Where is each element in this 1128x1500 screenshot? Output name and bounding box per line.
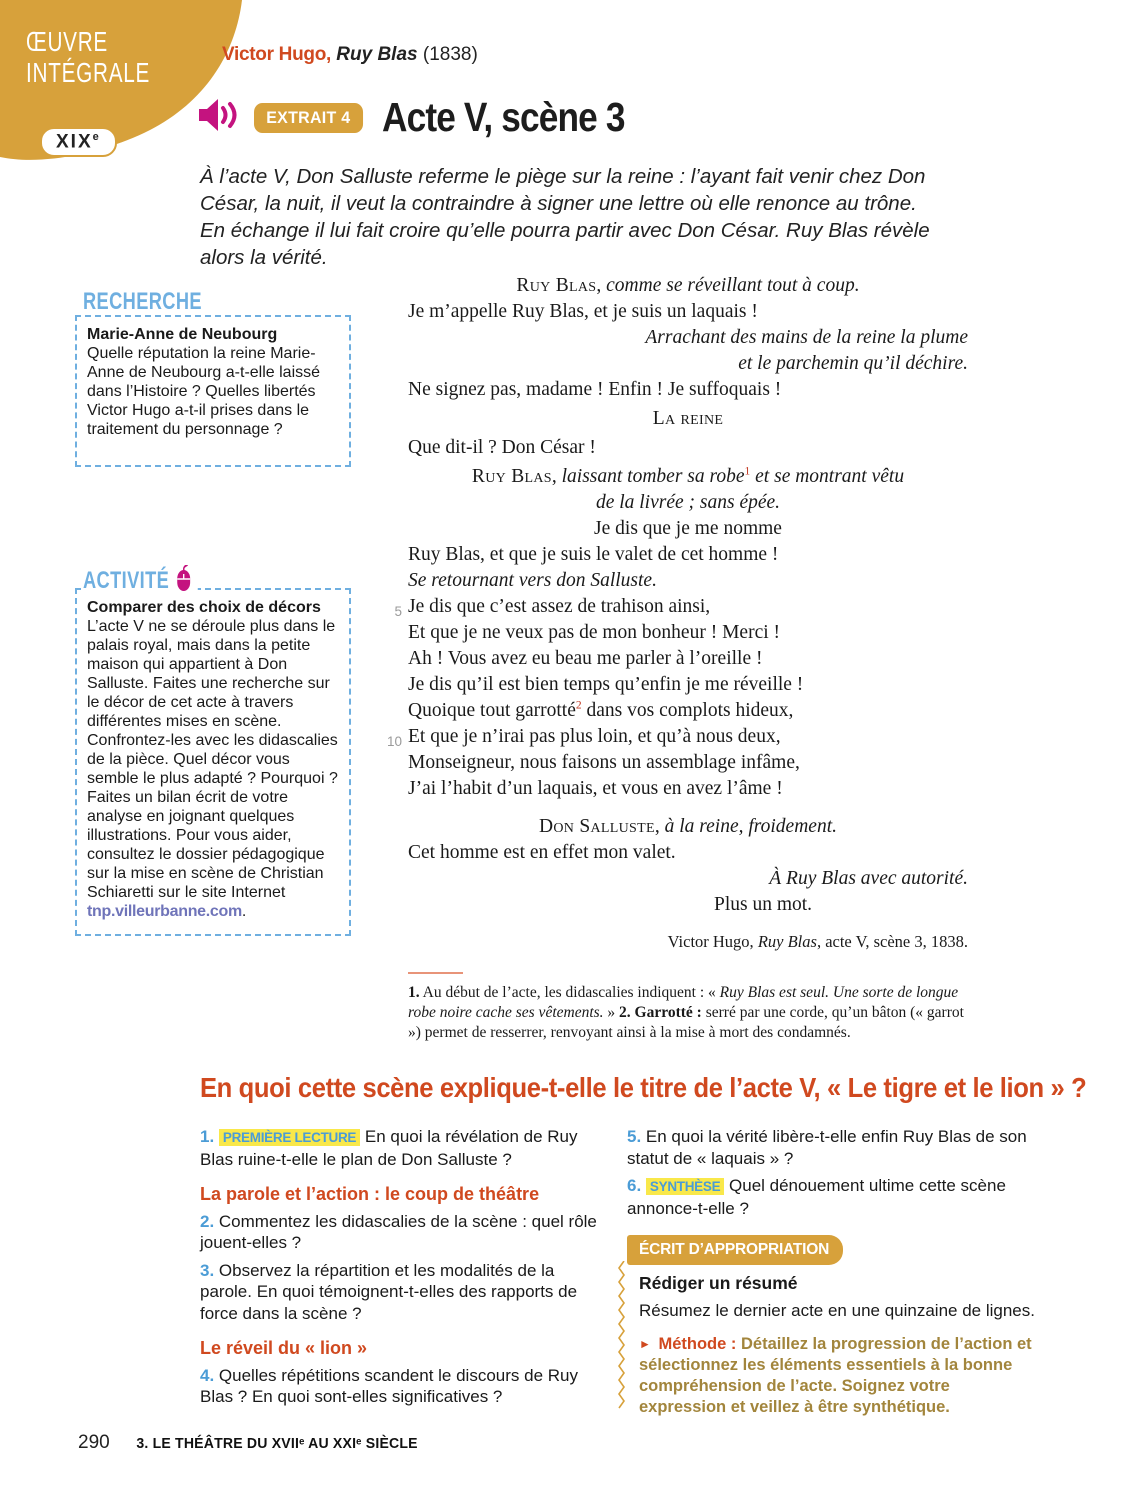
play-line: Et que je ne veux pas de mon bonheur ! Merci ! xyxy=(408,622,781,643)
questions-column-left xyxy=(200,1126,606,1414)
methode-body: Détaillez la progression de l’action et sélectionnez les éléments essentiels à la bonne compréhension de l’acte. Soignez votre expression et veillez à être synthétique. xyxy=(639,1334,1032,1416)
question-number: 6. xyxy=(627,1176,646,1195)
work-year: (1838) xyxy=(417,44,478,65)
question-number: 1. xyxy=(200,1127,219,1146)
play-line: Ne signez pas, madame ! Enfin ! Je suffoquais ! xyxy=(408,379,782,400)
recherche-body: Quelle réputation la reine Marie-Anne de Neubourg a-t-elle laissé dans l’Histoire ? Quelles libertés Victor Hugo a-t-il prises dans le traitement du personnage ? xyxy=(87,345,321,438)
play-line: 10 Et que je n’irai pas plus loin, et qu’à nous deux, xyxy=(408,724,968,750)
question-item: 2. Commentez les didascalies de la scène : quel rôle jouent-elles ? xyxy=(200,1211,597,1252)
collection-label-line2: INTÉGRALE xyxy=(26,57,151,88)
play-line: Que dit-il ? Don César ! xyxy=(408,437,596,458)
ecrit-instruction: Résumez le dernier acte en une quinzaine de lignes. xyxy=(639,1301,1035,1320)
collection-label-line1: ŒUVRE xyxy=(26,26,108,57)
question-tag: PREMIÈRE LECTURE xyxy=(219,1129,360,1146)
activite-label xyxy=(83,565,198,595)
audio-speaker-icon[interactable] xyxy=(198,97,242,138)
play-line: Ruy Blas, et que je suis le valet de cet homme ! xyxy=(408,544,779,565)
play-line: Monseigneur, nous faisons un assemblage infâme, xyxy=(408,752,800,773)
play-line: Je dis que je me nomme xyxy=(594,518,782,539)
question-item: 3. Observez la répartition et les modalités de la parole. En quoi témoignent-t-elles des rapports de force dans la scène ? xyxy=(200,1260,578,1323)
computer-mouse-icon xyxy=(175,565,193,595)
collection-label xyxy=(26,26,150,88)
question-item: 1. PREMIÈRE LECTURE En quoi la révélation de Ruy Blas ruine-t-elle le plan de Don Salluste ? xyxy=(200,1127,578,1169)
activite-box xyxy=(75,566,351,936)
footnote-rule xyxy=(408,972,463,974)
activite-label-text: ACTIVITÉ xyxy=(83,566,170,594)
question-item: 6. SYNTHÈSE Quel dénouement ultime cette scène annonce-t-elle ? xyxy=(627,1176,1006,1218)
play-line: La reine xyxy=(652,408,724,429)
recherche-label xyxy=(83,288,207,315)
play-line: Ah ! Vous avez eu beau me parler à l’oreille ! xyxy=(408,648,763,669)
activite-body: L’acte V ne se déroule plus dans le palais royal, mais dans la petite maison qui appartient à Don Salluste. Faites une recherche sur le décor de cet acte à travers différentes mises en scène. Confrontez-les avec les didascalies de la pièce. Quel décor vous semble le plus adapté ? Pourquoi ? Faites un bilan écrit de votre analyse en joignant quelques illustrations. Pour vous aider, consultez le dossier pédagogique sur la mise en scène de Christian Schiaretti sur le site Internet tnp.villeurbanne.com. xyxy=(87,618,338,920)
question-subhead: La parole et l’action : le coup de théâtre xyxy=(200,1184,540,1204)
play-line: Se retournant vers don Salluste. xyxy=(408,570,657,591)
question-number: 3. xyxy=(200,1260,219,1280)
extract-badge: EXTRAIT 4 xyxy=(254,103,363,133)
page-number: 290 xyxy=(78,1432,110,1453)
ecrit-appropriation-badge: ÉCRIT D’APPROPRIATION xyxy=(627,1235,843,1265)
play-line: J’ai l’habit d’un laquais, et vous en avez l’âme ! xyxy=(408,778,783,799)
question-item: 5. En quoi la vérité libère-t-elle enfin Ruy Blas de son statut de « laquais » ? xyxy=(627,1127,1027,1168)
work-title: Ruy Blas xyxy=(336,44,418,65)
play-line: et le parchemin qu’il déchire. xyxy=(738,353,968,374)
chapter-title: 3. LE THÉÂTRE DU XVIIᵉ AU XXIᵉ SIÈCLE xyxy=(136,1436,418,1452)
activite-subtitle: Comparer des choix de décors xyxy=(87,599,321,616)
play-line: Cet homme est en effet mon valet. xyxy=(408,842,676,863)
play-line: Don Salluste, à la reine, froidement. xyxy=(539,816,837,837)
corner-blob xyxy=(0,0,260,175)
recherche-box xyxy=(75,288,351,467)
play-excerpt xyxy=(386,273,968,1043)
author-line xyxy=(222,44,478,66)
play-line: Quoique tout garrotté$^2$ dans vos complots hideux, xyxy=(408,699,794,721)
play-line: Ruy Blas, laissant tomber sa robe$^1$ et se montrant vêtu xyxy=(471,465,905,487)
methode-label: Méthode : xyxy=(658,1334,737,1353)
scene-title: Acte V, scène 3 xyxy=(381,94,625,140)
zigzag-border xyxy=(617,1261,627,1417)
footnote-text: 1. Au début de l’acte, les didascalies indiquent : « Ruy Blas est seul. Une sorte de longue robe noire cache ses vêtements. » 2. Garrotté : serré par une corde, qu’un bâton (« garrot ») permet de resserrer, renvoyant ainsi à la mise à mort des condamnés. xyxy=(408,984,964,1041)
source-citation: Victor Hugo, Ruy Blas, acte V, scène 3, 1838. xyxy=(667,932,968,951)
question-tag: SYNTHÈSE xyxy=(646,1178,724,1195)
verse-line-number: 5 xyxy=(394,604,402,619)
ecrit-appropriation-block xyxy=(627,1235,1039,1418)
extract-title-row xyxy=(198,94,664,141)
question-subhead: Le réveil du « lion » xyxy=(200,1338,368,1358)
play-line: Je m’appelle Ruy Blas, et je suis un laquais ! xyxy=(408,301,758,322)
question-number: 5. xyxy=(627,1127,646,1146)
play-lines xyxy=(386,273,968,918)
play-line: Arrachant des mains de la reine la plume xyxy=(645,327,968,348)
questions-right-items xyxy=(627,1126,1039,1219)
play-line: de la livrée ; sans épée. xyxy=(595,492,781,513)
play-line: Ruy Blas, comme se réveillant tout à coup. xyxy=(516,275,860,296)
question-item: 4. Quelles répétitions scandent le discours de Ruy Blas ? En quoi sont-elles significatives ? xyxy=(200,1365,578,1406)
ecrit-title: Rédiger un résumé xyxy=(639,1272,798,1293)
century-badge: XIXe xyxy=(40,127,117,157)
question-number: 4. xyxy=(200,1365,219,1385)
play-line: Plus un mot. xyxy=(713,894,813,915)
recherche-label-text: RECHERCHE xyxy=(83,288,202,315)
arrow-icon: ► xyxy=(639,1336,651,1351)
recherche-subtitle: Marie-Anne de Neubourg xyxy=(87,326,278,343)
questions-column-right xyxy=(627,1126,1039,1418)
author-name: Victor Hugo, xyxy=(222,44,331,65)
play-line: 5 Je dis que c’est assez de trahison ainsi, xyxy=(408,594,968,620)
ecrit-body xyxy=(627,1273,1039,1418)
page-footer xyxy=(78,1432,422,1454)
verse-line-number: 10 xyxy=(386,734,402,749)
tnp-villeurbanne-link[interactable]: tnp.villeurbanne.com xyxy=(87,903,242,920)
questions-heading: En quoi cette scène explique-t-elle le titre de l’acte V, « Le tigre et le lion » ? xyxy=(200,1072,1087,1103)
play-line: Je dis qu’il est bien temps qu’enfin je me réveille ! xyxy=(408,674,804,695)
play-line: À Ruy Blas avec autorité. xyxy=(769,868,968,889)
methode-note xyxy=(639,1334,1039,1418)
question-number: 2. xyxy=(200,1211,219,1231)
intro-paragraph: À l’acte V, Don Salluste referme le piège sur la reine : l’ayant fait venir chez Don César, la nuit, il veut la contraindre à signer une lettre où elle renonce au trône. En échange il lui fait croire qu’elle pourra partir avec Don César. Ruy Blas révèle alors la vérité. xyxy=(200,165,930,269)
